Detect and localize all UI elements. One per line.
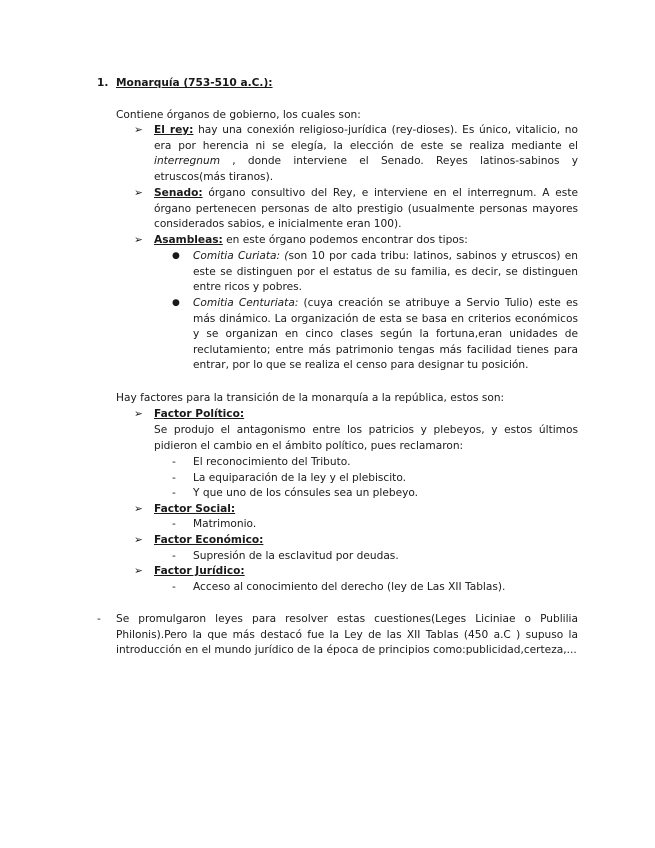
factor-social-item: Matrimonio.: [193, 518, 257, 530]
organ-asambleas-text: en este órgano podemos encontrar dos tipos:: [222, 234, 468, 246]
dash-bullet: -: [172, 472, 176, 484]
organ-senado-text: órgano consultivo del Rey, e interviene en el interregnum. A este órgano pertenecen personas de alto prestigio (usualmente personas mayores considerados sabios, e inicialmente eran 100).: [154, 187, 578, 231]
comitia-centuriata: [193, 296, 578, 374]
heading-number: 1.: [97, 77, 109, 89]
closing-paragraph: Se promulgaron leyes para resolver estas cuestiones(Leges Liciniae o Publilia Philonis).Pero la que más destacó fue la Ley de las XII Tablas (450 a.C ) supuso la introducción en el mundo jurídico de la época de principios como:publicidad,certeza,...: [116, 613, 578, 657]
arrow-bullet-icon: ➢: [134, 565, 143, 577]
closing-dash: -: [97, 613, 101, 625]
organ-rey-text1: hay una conexión religioso-jurídica (rey-dioses). Es único, vitalicio, no era por herencia ni se elegía, la elección de este se realiza mediante el: [154, 124, 578, 152]
dash-bullet: -: [172, 487, 176, 499]
organ-rey-italic: interregnum: [154, 155, 221, 168]
comitia-curiata-name: Comitia Curiata: (: [193, 250, 289, 262]
arrow-bullet-icon: ➢: [134, 408, 143, 420]
organ-rey: [154, 123, 578, 185]
round-bullet-icon: ●: [172, 251, 180, 261]
intro-text: Contiene órganos de gobierno, los cuales son:: [116, 109, 361, 121]
arrow-bullet-icon: ➢: [134, 187, 143, 199]
organ-asambleas-label: Asambleas:: [154, 234, 223, 246]
comitia-centuriata-text: (cuya creación se atribuye a Servio Tulio) este es más dinámico. La organización de esta se basa en criterios económicos y se organizan en cinco clases según la fortuna,eran unidades de reclutamiento; entre más patrimonio tengas más facilidad tienes para entrar, por lo que se realiza el censo para designar tu posición.: [193, 297, 578, 372]
factor-politico-item: Y que uno de los cónsules sea un plebeyo.: [193, 487, 419, 499]
dash-bullet: -: [172, 518, 176, 530]
comitia-centuriata-name: Comitia Centuriata:: [193, 297, 299, 309]
organ-asambleas: [154, 233, 468, 248]
factor-economico-label: Factor Económico:: [154, 534, 264, 546]
comitia-curiata-text: son 10 por cada tribu: latinos, sabinos y etruscos) en este se distinguen por el estatus de su familia, es decir, se distinguen entre ricos y pobres.: [193, 250, 578, 294]
dash-bullet: -: [172, 581, 176, 593]
organ-rey-text2: , donde interviene el Senado. Reyes latinos-sabinos y etruscos(más tiranos).: [154, 155, 578, 183]
transition-intro: Hay factores para la transición de la monarquía a la república, estos son:: [116, 392, 505, 404]
dash-bullet: -: [172, 550, 176, 562]
round-bullet-icon: ●: [172, 298, 180, 308]
factor-social-label: Factor Social:: [154, 503, 236, 515]
factor-economico-item: Supresión de la esclavitud por deudas.: [193, 550, 399, 562]
heading-title: Monarquía (753-510 a.C.):: [116, 77, 273, 89]
arrow-bullet-icon: ➢: [134, 534, 143, 546]
organ-senado-label: Senado:: [154, 187, 203, 199]
factor-politico-label: Factor Político:: [154, 408, 245, 420]
arrow-bullet-icon: ➢: [134, 503, 143, 515]
factor-juridico-item: Acceso al conocimiento del derecho (ley de Las XII Tablas).: [193, 581, 506, 593]
organ-senado: [154, 186, 578, 233]
factor-politico-text: Se produjo el antagonismo entre los patricios y plebeyos, y estos últimos pidieron el cambio en el ámbito político, pues reclamaron:: [154, 424, 578, 452]
arrow-bullet-icon: ➢: [134, 234, 143, 246]
factor-juridico-label: Factor Jurídico:: [154, 565, 245, 577]
comitia-curiata: [193, 249, 578, 296]
factor-politico-item: La equiparación de la ley y el plebiscito.: [193, 472, 406, 484]
dash-bullet: -: [172, 456, 176, 468]
factor-politico-item: El reconocimiento del Tributo.: [193, 456, 351, 468]
arrow-bullet-icon: ➢: [134, 124, 143, 136]
organ-rey-label: El rey:: [154, 124, 194, 136]
